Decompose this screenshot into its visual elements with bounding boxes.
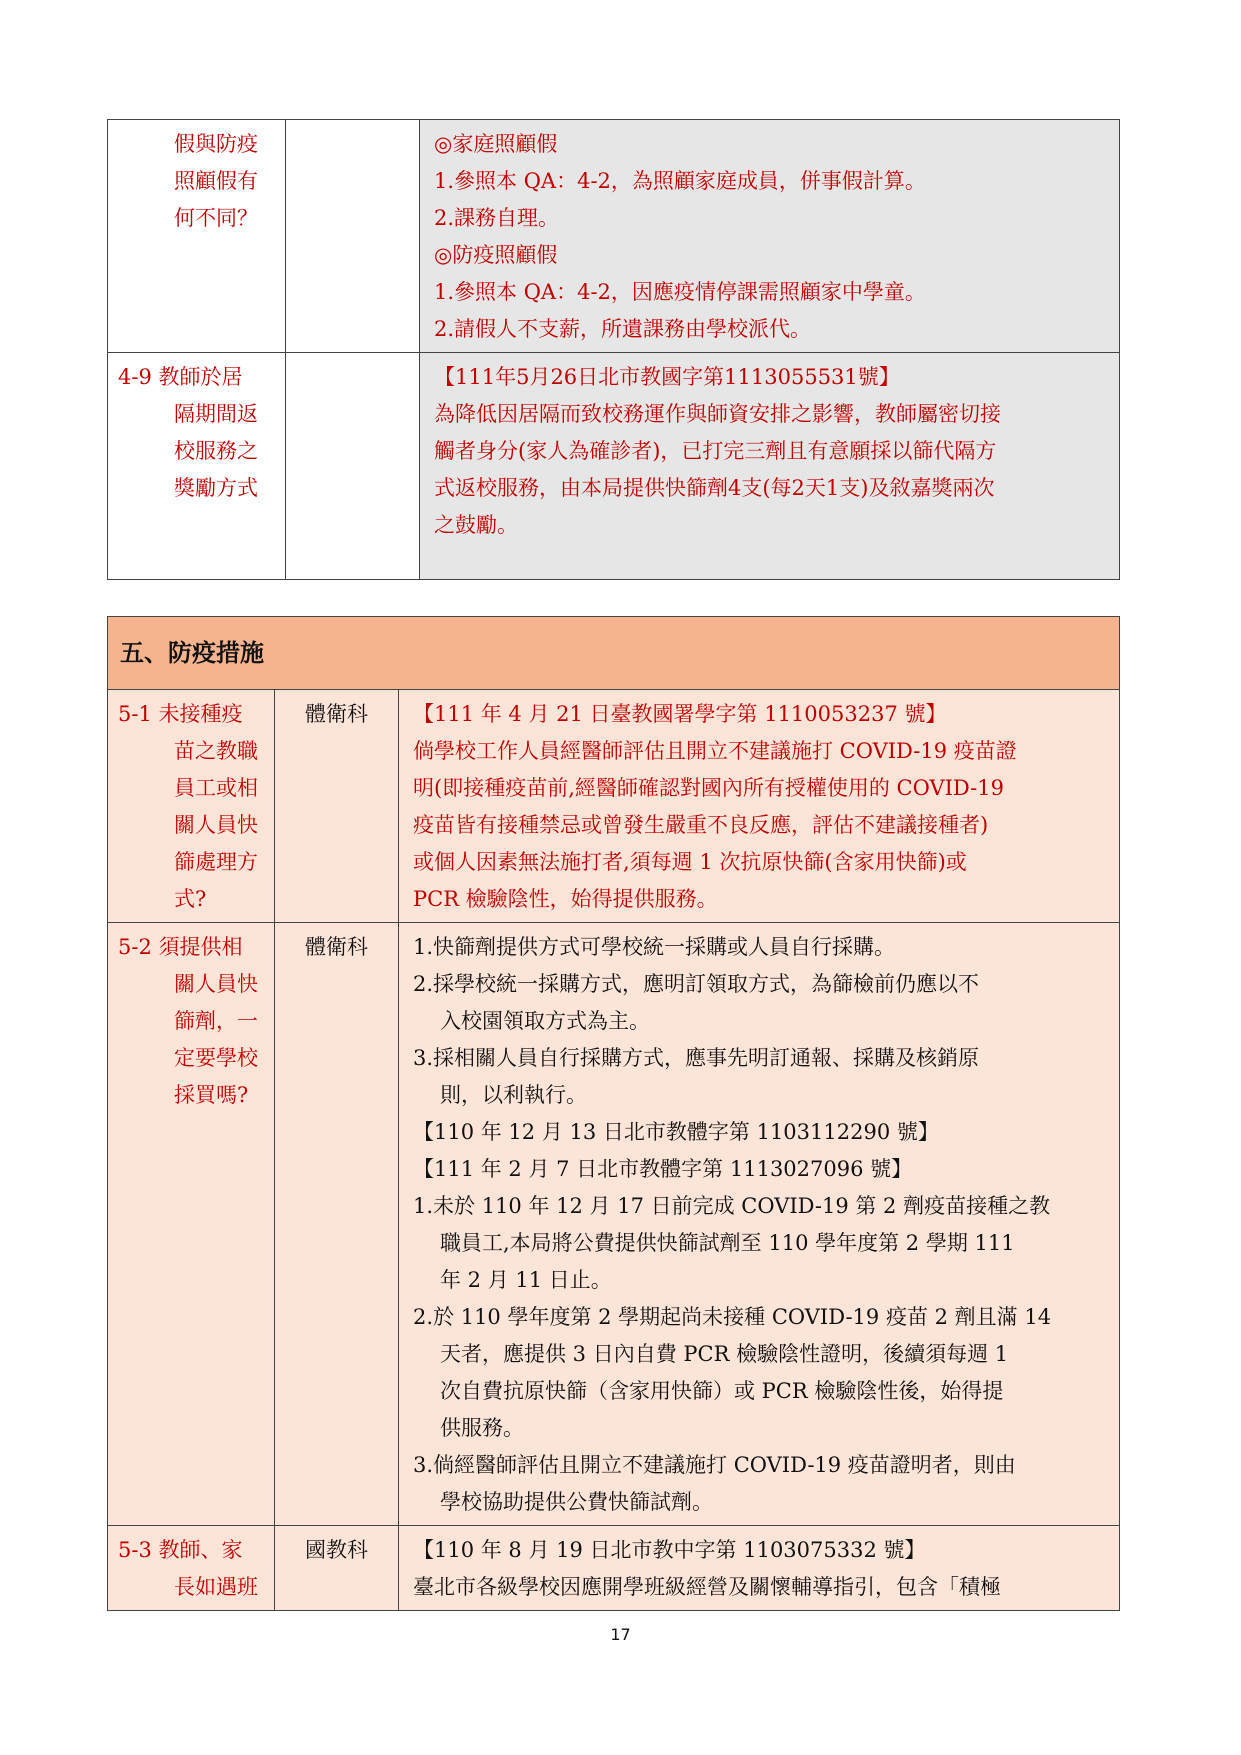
department-cell: 體衛科 [275,690,399,923]
answer-line: 之鼓勵。 [434,513,518,537]
department-cell [286,353,420,580]
question-line: 長如遇班 [174,1575,258,1599]
question-line: 校服務之 [174,439,258,463]
answer-line: 1.參照本 QA：4-2，因應疫情停課需照顧家中學童。 [434,280,926,304]
answer-line: 臺北市各級學校因應開學班級經營及關懷輔導指引，包含「積極 [413,1575,1001,1599]
table-epidemic-measures [107,616,1120,1611]
table-row [108,353,1120,580]
answer-cell [399,1526,1120,1611]
question-cell [108,353,286,580]
answer-line: 觸者身分(家人為確診者)，已打完三劑且有意願採以篩代隔方 [434,439,997,463]
question-line: 苗之教職 [174,739,258,763]
question-cell [108,120,286,353]
answer-line: ◎家庭照顧假 [434,132,558,156]
answer-line: 2.請假人不支薪，所遺課務由學校派代。 [434,317,812,341]
question-line: 篩處理方 [174,850,258,874]
answer-cell [399,690,1120,923]
department-cell: 體衛科 [275,923,399,1526]
answer-line: 倘學校工作人員經醫師評估且開立不建議施打 COVID-19 疫苗證 [413,739,1017,763]
answer-line: 【111 年 4 月 21 日臺教國署學字第 1110053237 號】 [413,702,947,726]
question-line: 式? [174,887,207,911]
answer-line: 明(即接種疫苗前,經醫師確認對國內所有授權使用的 COVID-19 [413,776,1004,800]
answer-line: 次自費抗原快篩（含家用快篩）或 PCR 檢驗陰性後，始得提 [440,1379,1004,1403]
question-first-line: 4-9 教師於居 [118,365,243,389]
question-line: 員工或相 [174,776,258,800]
answer-line: 1.快篩劑提供方式可學校統一採購或人員自行採購。 [413,935,896,959]
answer-line: 則，以利執行。 [440,1083,587,1107]
section-header-row [108,617,1120,690]
answer-line: 供服務。 [440,1416,524,1440]
answer-line: 職員工,本局將公費提供快篩試劑至 110 學年度第 2 學期 111 [440,1231,1015,1255]
answer-line: 疫苗皆有接種禁忌或曾發生嚴重不良反應，評估不建議接種者) [413,813,989,837]
answer-line: 3.採相關人員自行採購方式，應事先明訂通報、採購及核銷原 [413,1046,980,1070]
table-row [108,120,1120,353]
question-cell [108,923,275,1526]
answer-cell [399,923,1120,1526]
answer-line: 2.於 110 學年度第 2 學期起尚未接種 COVID-19 疫苗 2 劑且滿 14 [413,1305,1052,1329]
table-row [108,1526,1120,1611]
answer-line: 【111年5月26日北市教國字第1113055531號】 [434,365,900,389]
answer-line: 式返校服務，由本局提供快篩劑4支(每2天1支)及敘嘉獎兩次 [434,476,995,500]
answer-line: 【110 年 8 月 19 日北市教中字第 1103075332 號】 [413,1538,926,1562]
answer-line: 學校協助提供公費快篩試劑。 [440,1490,713,1514]
department-cell: 國教科 [275,1526,399,1611]
answer-line: 2.採學校統一採購方式，應明訂領取方式，為篩檢前仍應以不 [413,972,980,996]
answer-line: 2.課務自理。 [434,206,560,230]
answer-line: 天者，應提供 3 日內自費 PCR 檢驗陰性證明，後續須每週 1 [440,1342,1009,1366]
question-line: 假與防疫 [174,132,258,156]
answer-line: 1.參照本 QA：4-2，為照顧家庭成員，併事假計算。 [434,169,926,193]
section-title: 五、防疫措施 [108,617,1120,690]
table-row [108,690,1120,923]
answer-line: 3.倘經醫師評估且開立不建議施打 COVID-19 疫苗證明者，則由 [413,1453,1016,1477]
answer-line: 【111 年 2 月 7 日北市教體字第 1113027096 號】 [413,1157,913,1181]
answer-cell [420,353,1120,580]
department-cell [286,120,420,353]
question-line: 關人員快 [174,813,258,837]
question-line: 照顧假有 [174,169,258,193]
answer-line: ◎防疫照顧假 [434,243,558,267]
question-line: 採買嗎? [174,1083,249,1107]
question-cell [108,1526,275,1611]
question-first-line: 5-2 須提供相 [118,935,243,959]
table-leave-qa [107,119,1120,580]
question-line: 獎勵方式 [174,476,258,500]
question-first-line: 5-3 教師、家 [118,1538,243,1562]
question-line: 定要學校 [174,1046,258,1070]
answer-line: 【110 年 12 月 13 日北市教體字第 1103112290 號】 [413,1120,939,1144]
answer-cell [420,120,1120,353]
answer-line: 或個人因素無法施打者,須每週 1 次抗原快篩(含家用快篩)或 [413,850,967,874]
question-line: 關人員快 [174,972,258,996]
answer-line: PCR 檢驗陰性，始得提供服務。 [413,887,718,911]
question-line: 何不同？ [174,206,258,230]
question-line: 隔期間返 [174,402,258,426]
answer-line: 為降低因居隔而致校務運作與師資安排之影響，教師屬密切接 [434,402,1001,426]
question-cell [108,690,275,923]
question-first-line: 5-1 未接種疫 [118,702,243,726]
answer-line: 入校園領取方式為主。 [440,1009,650,1033]
question-line: 篩劑，一 [174,1009,258,1033]
answer-line: 年 2 月 11 日止。 [440,1268,612,1292]
answer-line: 1.未於 110 年 12 月 17 日前完成 COVID-19 第 2 劑疫苗接種之教 [413,1194,1051,1218]
table-row [108,923,1120,1526]
page-number: 17 [610,1625,631,1644]
